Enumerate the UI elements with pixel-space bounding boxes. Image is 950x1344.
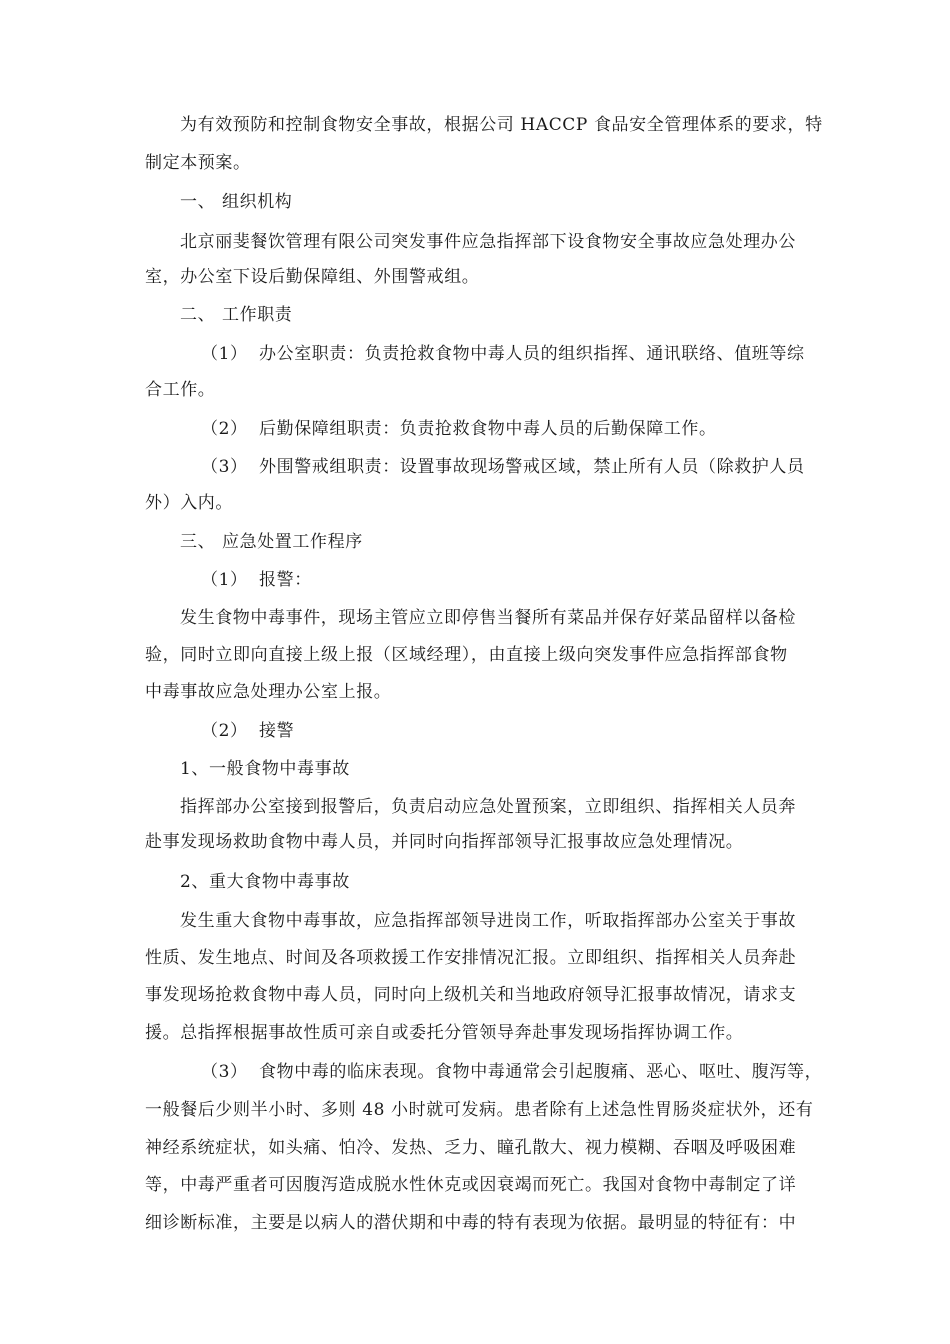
intro-line-2: 制定本预案。: [145, 153, 251, 173]
step-1-title: 报警：: [259, 570, 312, 590]
section-3-heading: [180, 530, 363, 554]
step-2-title: 接警: [259, 721, 295, 741]
section-2-title: 工作职责: [222, 305, 293, 325]
major-incident-title: 2、重大食物中毒事故: [180, 872, 350, 892]
major-incident-body-line-4: 援。总指挥根据事故性质可亲自或委托分管领导奔赴事发现场指挥协调工作。: [145, 1023, 744, 1043]
duty-item-2-number: （2）: [201, 419, 248, 439]
duty-item-2: [201, 417, 717, 441]
section-2-number: 二、: [180, 305, 216, 325]
section-3-number: 三、: [180, 532, 216, 552]
step-1-number: （1）: [201, 570, 248, 590]
major-incident-body-line-1: 发生重大食物中毒事故，应急指挥部领导进岗工作，听取指挥部办公室关于事故: [180, 911, 796, 931]
step-1-body-line-2: 验，同时立即向直接上级上报（区域经理），由直接上级向突发事件应急指挥部食物: [145, 645, 788, 665]
step-1-body-line-1: 发生食物中毒事件，现场主管应立即停售当餐所有菜品并保存好菜品留样以备检: [180, 608, 796, 628]
step-1-heading: [201, 568, 312, 592]
step-3-line-3: 神经系统症状，如头痛、怕冷、发热、乏力、瞳孔散大、视力模糊、吞咽及呼吸困难: [145, 1138, 797, 1158]
duty-item-3-continuation: 外）入内。: [145, 493, 233, 513]
section-1-body-line-2: 室，办公室下设后勤保障组、外围警戒组。: [145, 267, 480, 287]
section-1-number: 一、: [180, 192, 216, 212]
step-3-heading: [201, 1060, 822, 1084]
duty-item-1-number: （1）: [201, 344, 248, 364]
general-incident-title: 1、一般食物中毒事故: [180, 759, 350, 779]
duty-item-2-text: 后勤保障组职责：负责抢救食物中毒人员的后勤保障工作。: [259, 419, 717, 439]
section-3-title: 应急处置工作程序: [222, 532, 363, 552]
duty-item-3-text: 外围警戒组职责：设置事故现场警戒区域，禁止所有人员（除救护人员: [259, 457, 805, 477]
step-3-line-4: 等，中毒严重者可因腹泻造成脱水性休克或因衰竭而死亡。我国对食物中毒制定了详: [145, 1175, 797, 1195]
step-2-number: （2）: [201, 721, 248, 741]
duty-item-1: [201, 342, 805, 366]
section-2-heading: [180, 303, 292, 327]
major-incident-body-line-2: 性质、发生地点、时间及各项救援工作安排情况汇报。立即组织、指挥相关人员奔赴: [145, 948, 797, 968]
section-1-heading: [180, 190, 292, 214]
duty-item-3: [201, 455, 805, 479]
general-incident-body-line-2: 赴事发现场救助食物中毒人员，并同时向指挥部领导汇报事故应急处理情况。: [145, 832, 744, 852]
step-2-heading: [201, 719, 294, 743]
step-3-line-2: 一般餐后少则半小时、多则 48 小时就可发病。患者除有上述急性胃肠炎症状外，还有: [145, 1100, 814, 1120]
step-3-line-5: 细诊断标准，主要是以病人的潜伏期和中毒的特有表现为依据。最明显的特征有：中: [145, 1213, 797, 1233]
duty-item-1-text: 办公室职责：负责抢救食物中毒人员的组织指挥、通讯联络、值班等综: [259, 344, 805, 364]
duty-item-1-continuation: 合工作。: [145, 380, 216, 400]
section-1-body-line-1: 北京丽斐餐饮管理有限公司突发事件应急指挥部下设食物安全事故应急处理办公: [180, 232, 796, 252]
step-3-text: 食物中毒的临床表现。食物中毒通常会引起腹痛、恶心、呕吐、腹泻等，: [259, 1062, 823, 1082]
major-incident-body-line-3: 事发现场抢救食物中毒人员，同时向上级机关和当地政府领导汇报事故情况，请求支: [145, 985, 797, 1005]
duty-item-3-number: （3）: [201, 457, 248, 477]
general-incident-body-line-1: 指挥部办公室接到报警后，负责启动应急处置预案，立即组织、指挥相关人员奔: [180, 797, 796, 817]
intro-line-1: 为有效预防和控制食物安全事故，根据公司 HACCP 食品安全管理体系的要求，特: [180, 115, 823, 135]
section-1-title: 组织机构: [222, 192, 293, 212]
step-3-number: （3）: [201, 1062, 248, 1082]
step-1-body-line-3: 中毒事故应急处理办公室上报。: [145, 682, 392, 702]
